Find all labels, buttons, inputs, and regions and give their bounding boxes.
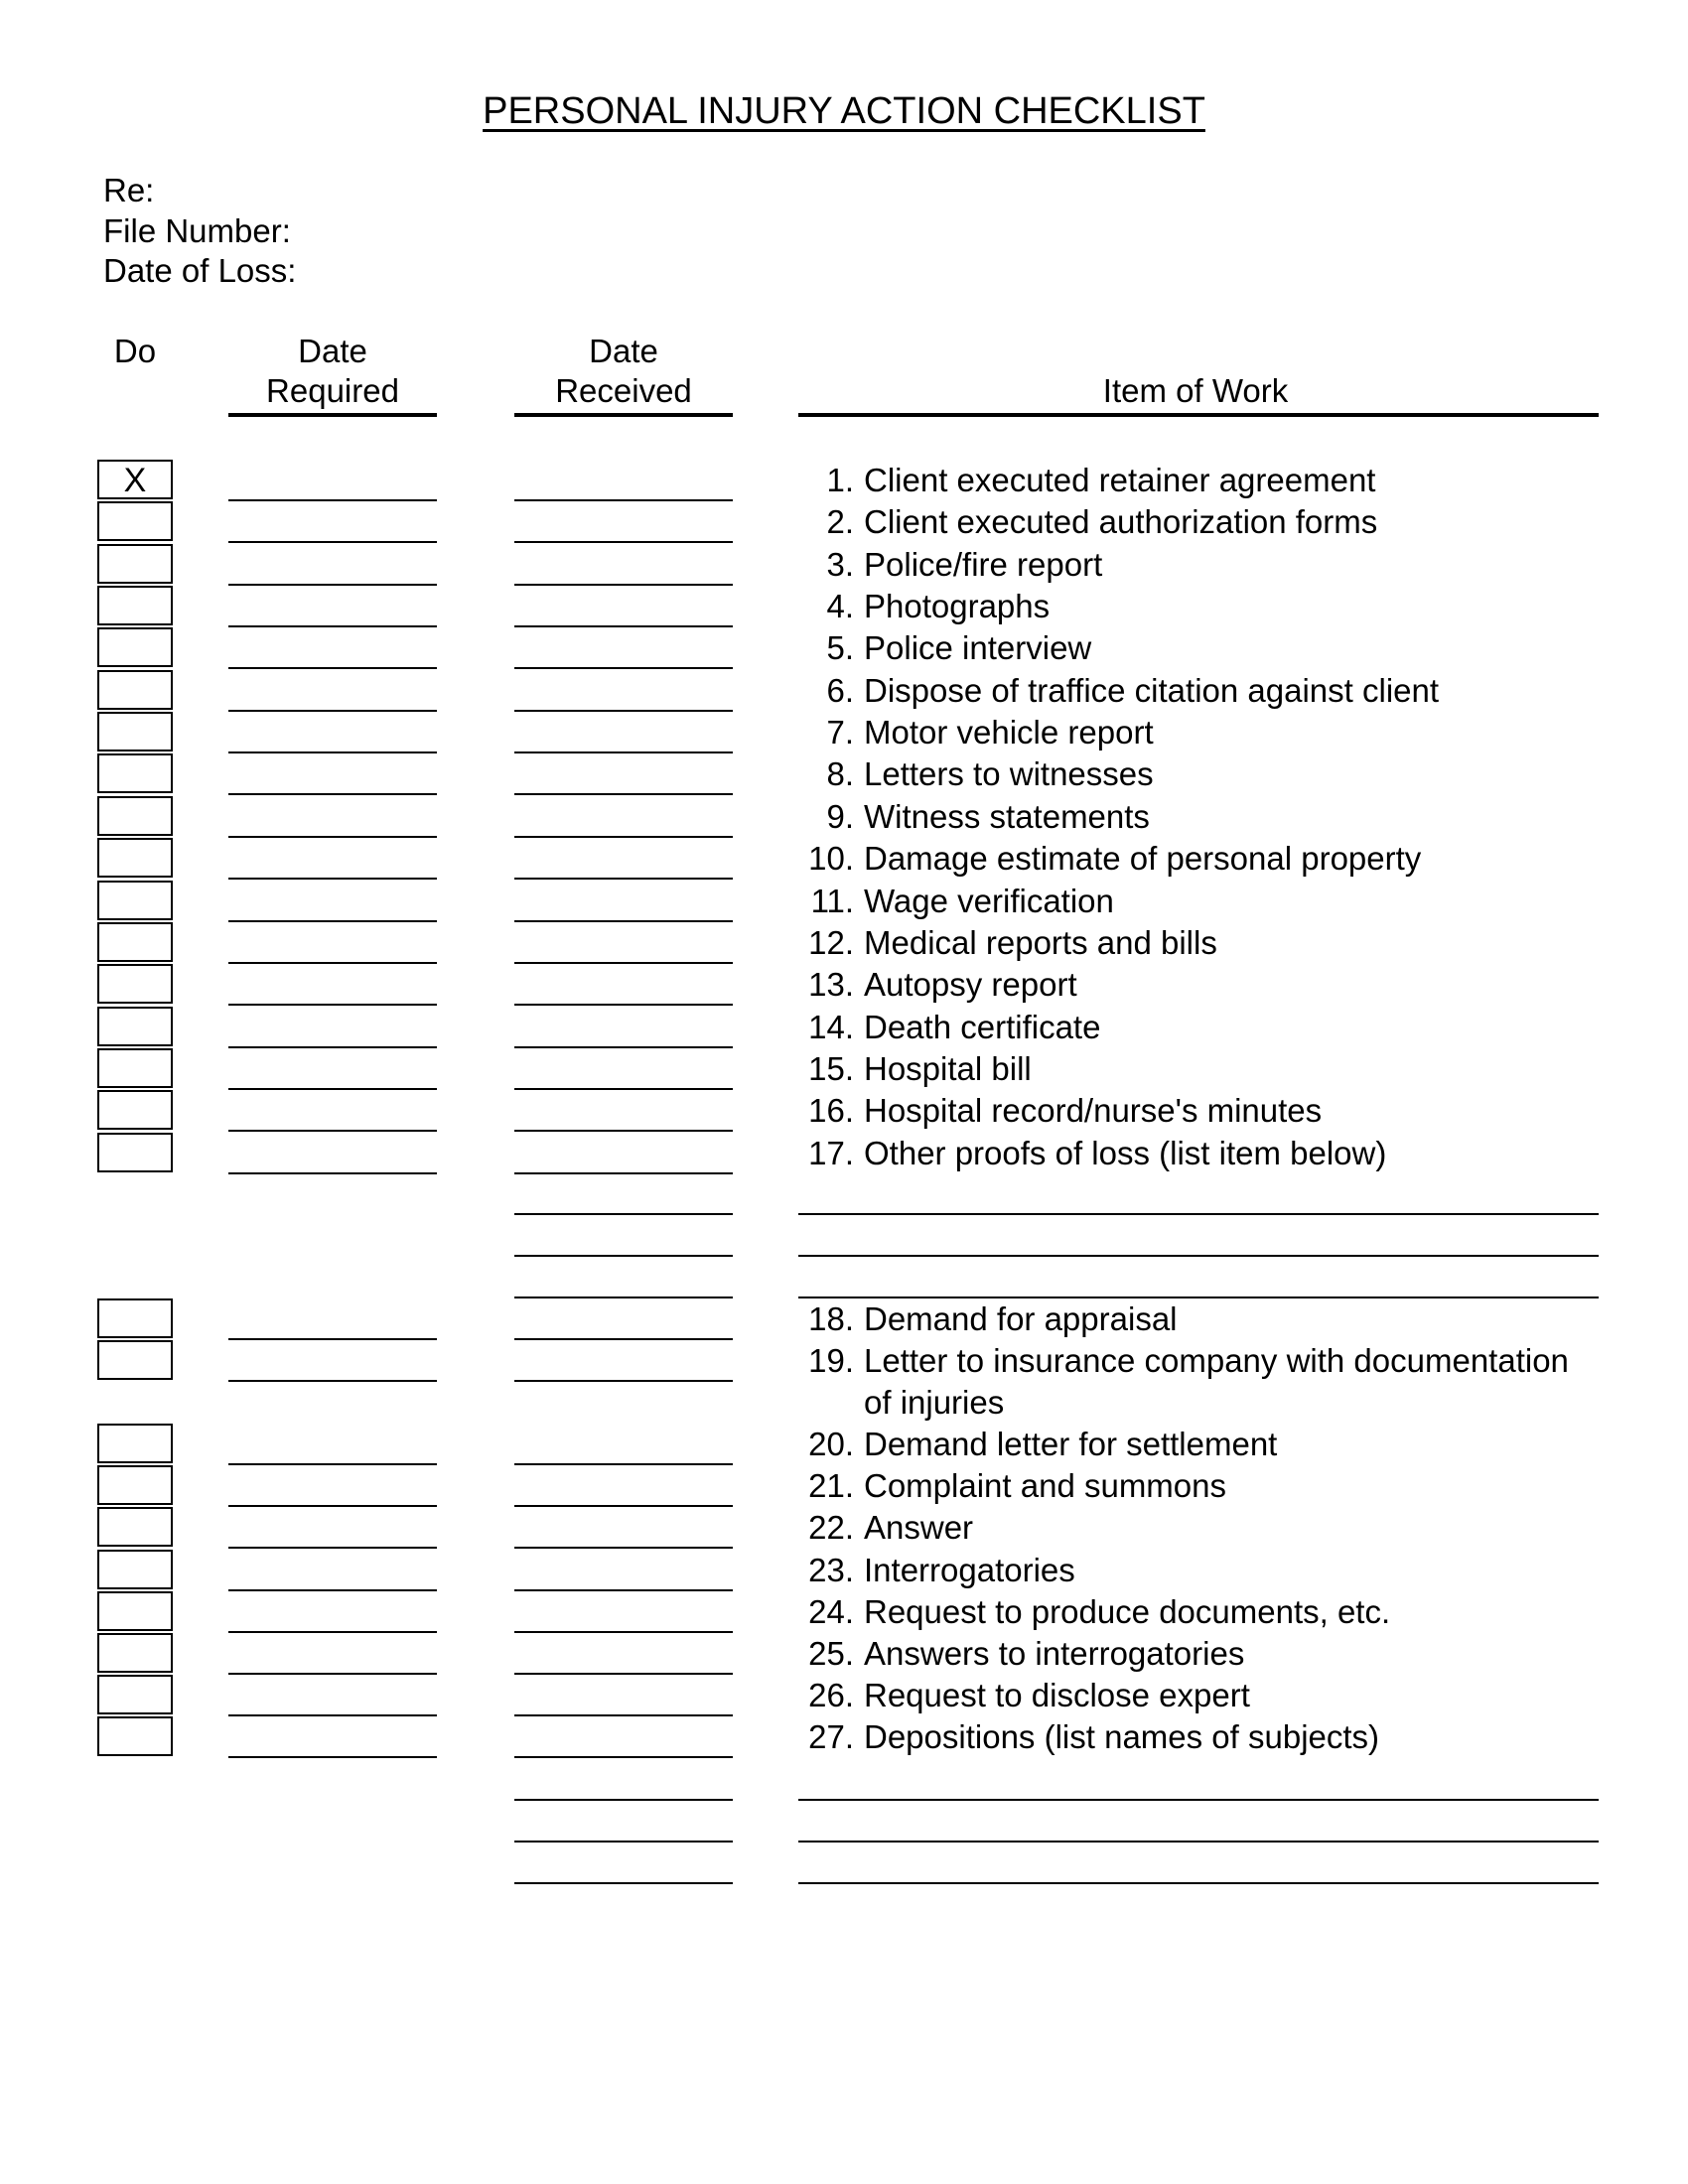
checkbox-do[interactable] bbox=[97, 1465, 173, 1505]
checkbox-do[interactable] bbox=[97, 838, 173, 878]
checkbox-do[interactable] bbox=[97, 1007, 173, 1046]
date-required-line[interactable] bbox=[228, 1589, 437, 1591]
date-required-line[interactable] bbox=[228, 667, 437, 669]
checkbox-do[interactable] bbox=[97, 1675, 173, 1714]
checkbox-do[interactable] bbox=[97, 1090, 173, 1130]
item-text: Letters to witnesses bbox=[864, 755, 1154, 793]
checkbox-do[interactable] bbox=[97, 1591, 173, 1631]
date-received-line[interactable] bbox=[514, 1756, 733, 1758]
date-required-line[interactable] bbox=[228, 1673, 437, 1675]
checkbox-do[interactable] bbox=[97, 1298, 173, 1338]
item-number: 3. bbox=[826, 545, 854, 583]
date-required-line[interactable] bbox=[228, 836, 437, 838]
item-number: 10. bbox=[808, 840, 854, 878]
date-required-line[interactable] bbox=[228, 1088, 437, 1090]
date-received-line[interactable] bbox=[514, 751, 733, 753]
checkbox-do[interactable] bbox=[97, 544, 173, 584]
checkbox-do[interactable] bbox=[97, 1716, 173, 1756]
file-number-label: File Number: bbox=[103, 212, 291, 249]
checkbox-do[interactable] bbox=[97, 712, 173, 751]
item-number: 24. bbox=[808, 1592, 854, 1630]
header-date-received-line2: Received bbox=[555, 372, 692, 409]
date-received-line[interactable] bbox=[514, 667, 733, 669]
checkbox-do[interactable] bbox=[97, 1424, 173, 1463]
checkbox-do[interactable] bbox=[97, 796, 173, 836]
date-required-line[interactable] bbox=[228, 962, 437, 964]
checkbox-do[interactable]: X bbox=[97, 460, 173, 499]
date-required-line[interactable] bbox=[228, 751, 437, 753]
date-received-line[interactable] bbox=[514, 1338, 733, 1340]
date-required-line[interactable] bbox=[228, 499, 437, 501]
item-text: Hospital record/nurse's minutes bbox=[864, 1092, 1323, 1130]
item-text: Answers to interrogatories bbox=[864, 1635, 1245, 1672]
item-text: Photographs bbox=[864, 588, 1051, 625]
date-required-line[interactable] bbox=[228, 1380, 437, 1382]
checkbox-do[interactable] bbox=[97, 1507, 173, 1547]
date-received-line[interactable] bbox=[514, 793, 733, 795]
item-text: Hospital bill bbox=[864, 1049, 1032, 1087]
date-received-line[interactable] bbox=[514, 1714, 733, 1716]
date-required-line[interactable] bbox=[228, 878, 437, 880]
extra-date-received-line[interactable] bbox=[514, 1213, 733, 1215]
date-received-line[interactable] bbox=[514, 584, 733, 586]
extra-date-received-line[interactable] bbox=[514, 1799, 733, 1801]
item-text: Police/fire report bbox=[864, 545, 1103, 583]
checkbox-do[interactable] bbox=[97, 670, 173, 710]
item-number: 18. bbox=[808, 1300, 854, 1337]
item-number: 11. bbox=[810, 882, 854, 919]
header-do: Do bbox=[113, 333, 157, 369]
page-title: PERSONAL INJURY ACTION CHECKLIST bbox=[483, 90, 1205, 132]
item-number: 14. bbox=[808, 1008, 854, 1045]
item-text: Complaint and summons bbox=[864, 1467, 1226, 1505]
extra-date-received-line[interactable] bbox=[514, 1297, 733, 1298]
date-received-line[interactable] bbox=[514, 1046, 733, 1048]
item-text: Client executed retainer agreement bbox=[864, 462, 1376, 498]
date-received-line[interactable] bbox=[514, 1004, 733, 1006]
item-number: 2. bbox=[826, 503, 854, 541]
item-text: Witness statements bbox=[864, 797, 1150, 835]
date-required-line[interactable] bbox=[228, 920, 437, 922]
item-text: Police interview bbox=[864, 629, 1092, 667]
header-date-required-line2: Required bbox=[266, 372, 399, 409]
date-required-line[interactable] bbox=[228, 793, 437, 795]
item-number: 27. bbox=[808, 1718, 854, 1756]
extra-date-received-line[interactable] bbox=[514, 1841, 733, 1843]
item-number: 17. bbox=[808, 1134, 854, 1171]
checkbox-do[interactable] bbox=[97, 922, 173, 962]
date-received-line[interactable] bbox=[514, 625, 733, 627]
date-required-line[interactable] bbox=[228, 1631, 437, 1633]
item-text: Dispose of traffice citation against client bbox=[864, 671, 1440, 709]
date-received-line[interactable] bbox=[514, 836, 733, 838]
checkbox-do[interactable] bbox=[97, 1340, 173, 1380]
date-received-line[interactable] bbox=[514, 1505, 733, 1507]
header-item-of-work: Item of Work bbox=[1102, 372, 1289, 409]
date-received-line[interactable] bbox=[514, 1380, 733, 1382]
date-received-line[interactable] bbox=[514, 1631, 733, 1633]
re-label: Re: bbox=[103, 172, 155, 208]
item-text: Demand letter for settlement bbox=[864, 1426, 1278, 1462]
item-text: Demand for appraisal bbox=[864, 1300, 1178, 1337]
checkbox-do[interactable] bbox=[97, 1048, 173, 1088]
date-required-line[interactable] bbox=[228, 625, 437, 627]
date-required-line[interactable] bbox=[228, 584, 437, 586]
item-number: 4. bbox=[826, 588, 854, 625]
date-received-line[interactable] bbox=[514, 878, 733, 880]
item-text: Autopsy report bbox=[864, 966, 1077, 1004]
date-required-line[interactable] bbox=[228, 1714, 437, 1716]
checkbox-do[interactable] bbox=[97, 1550, 173, 1589]
checkbox-do[interactable] bbox=[97, 501, 173, 541]
item-text: Death certificate bbox=[864, 1008, 1101, 1045]
item-text: Motor vehicle report bbox=[864, 714, 1154, 751]
item-number: 16. bbox=[808, 1092, 854, 1130]
item-number: 15. bbox=[808, 1049, 854, 1087]
item-number: 19. bbox=[808, 1342, 854, 1379]
date-required-line[interactable] bbox=[228, 1338, 437, 1340]
date-required-line[interactable] bbox=[228, 1130, 437, 1132]
header-item-of-work-rule bbox=[798, 413, 1599, 417]
item-text: Request to produce documents, etc. bbox=[864, 1592, 1391, 1630]
extra-date-received-line[interactable] bbox=[514, 1882, 733, 1884]
date-required-line[interactable] bbox=[228, 1172, 437, 1174]
item-number: 20. bbox=[808, 1426, 854, 1462]
checkbox-do[interactable] bbox=[97, 753, 173, 793]
extra-deposition-subject-line[interactable] bbox=[798, 1841, 1599, 1843]
item-number: 5. bbox=[826, 629, 854, 667]
item-number: 6. bbox=[826, 671, 854, 709]
checkbox-do[interactable] bbox=[97, 627, 173, 667]
item-text: Depositions (list names of subjects) bbox=[864, 1718, 1380, 1756]
item-text: Other proofs of loss (list item below) bbox=[864, 1134, 1387, 1171]
header-date-received-rule bbox=[514, 413, 733, 417]
date-required-line[interactable] bbox=[228, 1004, 437, 1006]
date-received-line[interactable] bbox=[514, 1589, 733, 1591]
item-text-continued: of injuries bbox=[864, 1384, 1005, 1421]
item-number: 13. bbox=[808, 966, 854, 1004]
item-text: Client executed authorization forms bbox=[864, 503, 1378, 541]
item-text: Answer bbox=[864, 1509, 974, 1547]
date-of-loss-label: Date of Loss: bbox=[103, 252, 297, 289]
item-number: 23. bbox=[808, 1551, 854, 1588]
checkbox-do[interactable] bbox=[97, 586, 173, 625]
date-required-line[interactable] bbox=[228, 710, 437, 712]
date-required-line[interactable] bbox=[228, 1463, 437, 1465]
date-required-line[interactable] bbox=[228, 1505, 437, 1507]
checkbox-do[interactable] bbox=[97, 881, 173, 920]
date-required-line[interactable] bbox=[228, 541, 437, 543]
extra-deposition-subject-line[interactable] bbox=[798, 1799, 1599, 1801]
item-text: Letter to insurance company with documentation bbox=[864, 1342, 1569, 1379]
item-number: 25. bbox=[808, 1635, 854, 1672]
date-required-line[interactable] bbox=[228, 1046, 437, 1048]
item-text: Request to disclose expert bbox=[864, 1677, 1250, 1714]
item-number: 21. bbox=[808, 1467, 854, 1505]
item-number: 26. bbox=[808, 1677, 854, 1714]
date-required-line[interactable] bbox=[228, 1547, 437, 1549]
item-text: Wage verification bbox=[864, 882, 1114, 919]
item-number: 9. bbox=[826, 797, 854, 835]
date-received-line[interactable] bbox=[514, 1172, 733, 1174]
header-date-required-line1: Date bbox=[298, 333, 367, 369]
extra-date-received-line[interactable] bbox=[514, 1255, 733, 1257]
extra-proof-of-loss-line[interactable] bbox=[798, 1213, 1599, 1215]
checkbox-do[interactable] bbox=[97, 1633, 173, 1673]
item-number: 1. bbox=[826, 462, 854, 498]
date-received-line[interactable] bbox=[514, 710, 733, 712]
date-received-line[interactable] bbox=[514, 541, 733, 543]
date-received-line[interactable] bbox=[514, 1673, 733, 1675]
item-text: Interrogatories bbox=[864, 1551, 1075, 1588]
item-number: 8. bbox=[826, 755, 854, 793]
date-received-line[interactable] bbox=[514, 1547, 733, 1549]
item-number: 12. bbox=[808, 923, 854, 961]
item-number: 22. bbox=[808, 1509, 854, 1547]
item-number: 7. bbox=[826, 714, 854, 751]
date-received-line[interactable] bbox=[514, 1130, 733, 1132]
date-received-line[interactable] bbox=[514, 499, 733, 501]
extra-deposition-subject-line[interactable] bbox=[798, 1882, 1599, 1884]
extra-proof-of-loss-line[interactable] bbox=[798, 1255, 1599, 1257]
date-received-line[interactable] bbox=[514, 962, 733, 964]
header-date-received-line1: Date bbox=[589, 333, 658, 369]
extra-proof-of-loss-line[interactable] bbox=[798, 1297, 1599, 1298]
item-text: Damage estimate of personal property bbox=[864, 840, 1422, 878]
checkbox-do[interactable] bbox=[97, 1133, 173, 1172]
header-date-required-rule bbox=[228, 413, 437, 417]
date-received-line[interactable] bbox=[514, 1088, 733, 1090]
checkbox-do[interactable] bbox=[97, 964, 173, 1004]
item-text: Medical reports and bills bbox=[864, 923, 1217, 961]
date-received-line[interactable] bbox=[514, 920, 733, 922]
date-received-line[interactable] bbox=[514, 1463, 733, 1465]
date-required-line[interactable] bbox=[228, 1756, 437, 1758]
